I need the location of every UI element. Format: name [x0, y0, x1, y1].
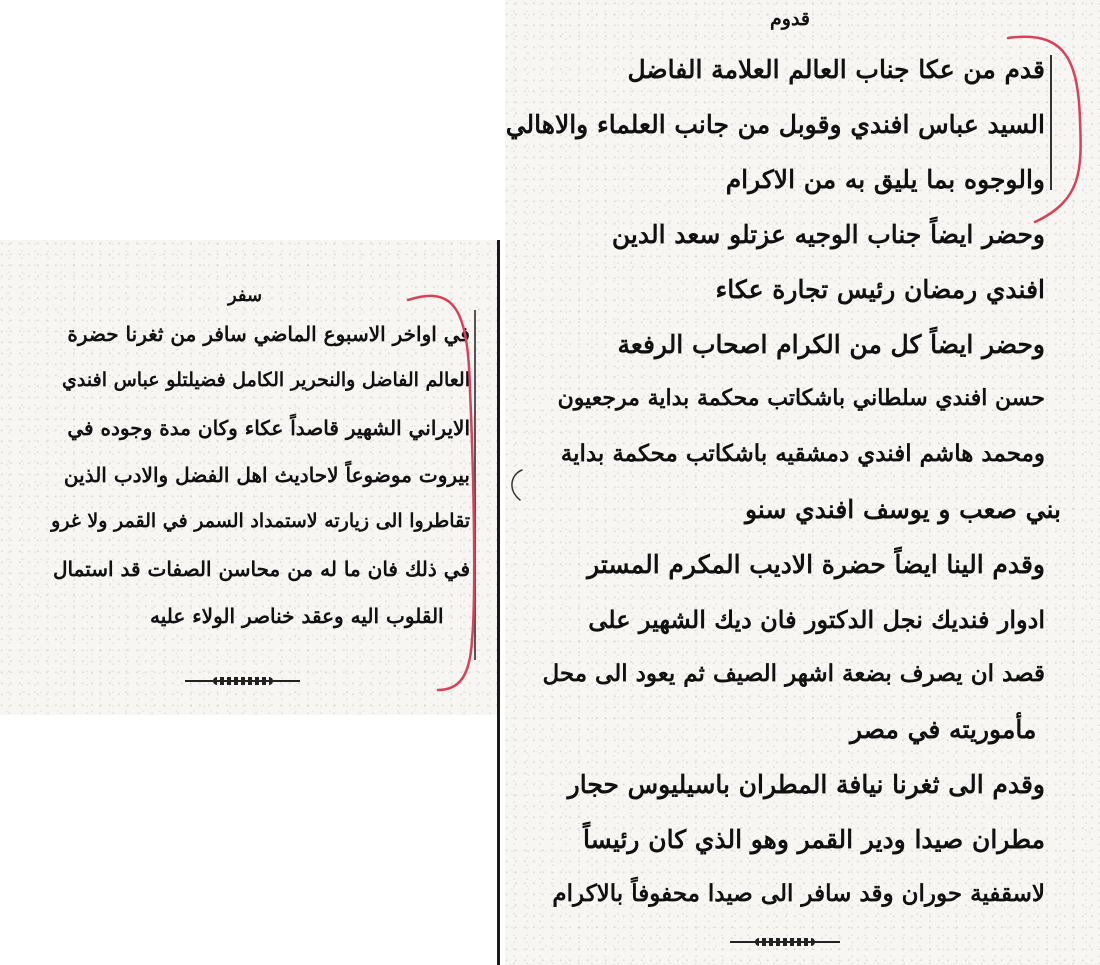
right-line: وحضر ايضاً جناب الوجيه عزتلو سعد الدين [611, 220, 1045, 249]
left-line: في ذلك فان ما له من محاسن الصفات قد استمال [53, 557, 470, 581]
right-line: والوجوه بما يليق به من الاكرام [725, 165, 1045, 194]
right-line: قصد ان يصرف بضعة اشهر الصيف ثم يعود الى محل [542, 660, 1045, 687]
right-line: بني صعب و يوسف افندي سنو [745, 495, 1062, 524]
right-line: مأموريته في مصر [850, 715, 1037, 744]
right-line: حسن افندي سلطاني باشكاتب محكمة بداية مرجعيون [557, 385, 1045, 411]
right-article-title: قدوم [770, 8, 810, 30]
column-divider [497, 240, 500, 965]
right-line: قدم من عكا جناب العالم العلامة الفاضل [627, 55, 1045, 84]
left-article-body [10, 322, 470, 652]
margin-rule-top [1050, 55, 1052, 190]
left-line: في اواخر الاسبوع الماضي سافر من ثغرنا حضرة [67, 322, 470, 346]
right-line: افندي رمضان رئيس تجارة عكاء [715, 275, 1045, 304]
right-article-end-ornament [730, 935, 840, 949]
left-line: العالم الفاضل والنحرير الكامل فضيلتلو عباس افندي [62, 369, 470, 391]
right-line: وحضر ايضاً كل من الكرام اصحاب الرفعة [617, 330, 1045, 359]
left-article-end-ornament [185, 674, 300, 688]
right-line: مطران صيدا ودير القمر وهو الذي كان رئيساً [583, 825, 1045, 854]
right-line: لاسقفية حوران وقد سافر الى صيدا محفوفاً بالاكرام [552, 880, 1045, 907]
left-line: الايراني الشهير قاصداً عكاء وكان مدة وجوده في [67, 416, 470, 440]
right-line: ومحمد هاشم افندي دمشقيه باشكاتب محكمة بداية [560, 440, 1045, 467]
right-article-body [505, 55, 1062, 925]
margin-rule-left [474, 310, 476, 660]
left-article-title: سفر [227, 285, 263, 306]
left-line: تقاطروا الى زيارته لاستمداد السمر في القمر ولا غرو [51, 510, 470, 532]
right-line: وقدم الينا ايضاً حضرة الاديب المكرم المستر [587, 550, 1045, 579]
left-line: القلوب اليه وعقد خناصر الولاء عليه [150, 604, 444, 628]
right-line: وقدم الى ثغرنا نيافة المطران باسيليوس حجار [567, 770, 1045, 799]
left-line: بيروت موضوعاً لاحاديث اهل الفضل والادب الذين [63, 463, 470, 487]
right-line: ادوار فنديك نجل الدكتور فان ديك الشهير على [588, 605, 1045, 634]
right-line: السيد عباس افندي وقوبل من جانب العلماء والاهالي [505, 110, 1045, 139]
